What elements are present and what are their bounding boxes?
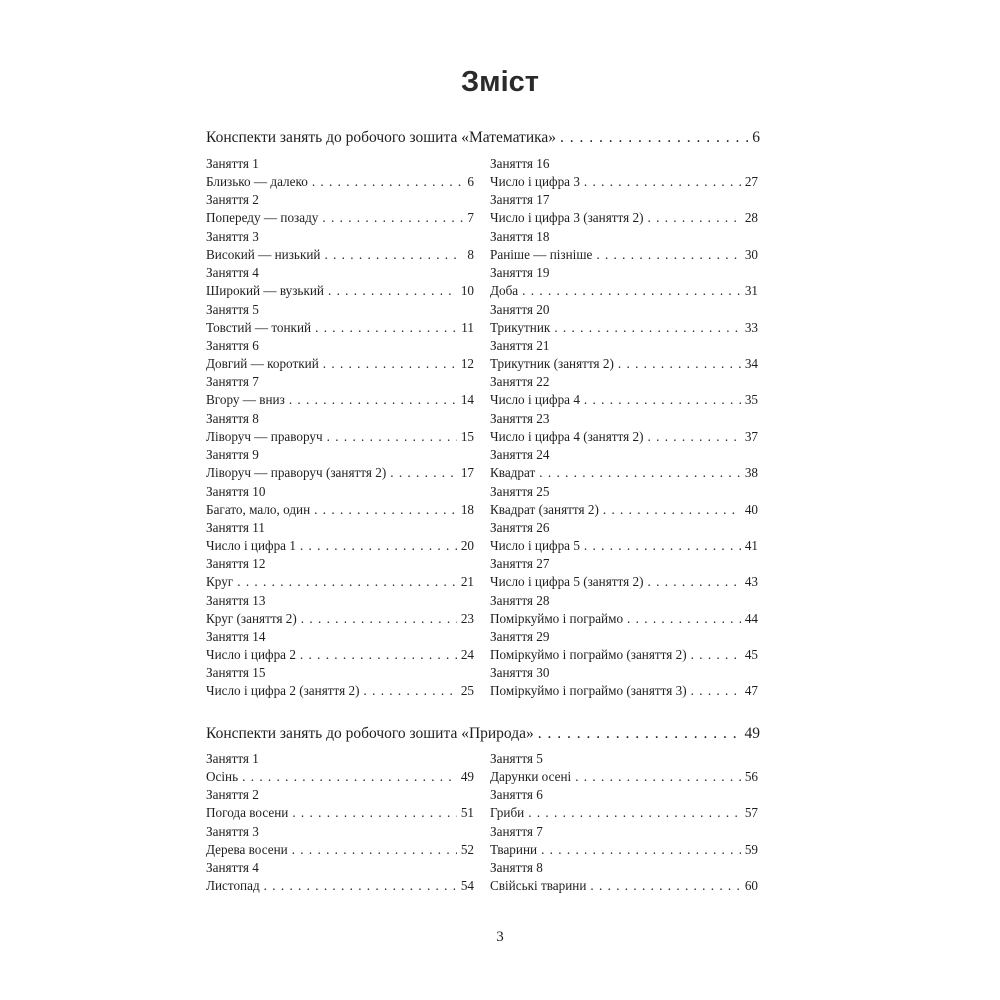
lesson-page: 59 <box>744 841 758 857</box>
toc-entry <box>490 228 758 264</box>
toc-line <box>206 173 474 191</box>
toc-entry <box>490 410 758 446</box>
lesson-page: 40 <box>744 501 758 517</box>
lesson-topic: Раніше — пізніше <box>490 246 593 262</box>
toc-entry <box>490 750 758 786</box>
lesson-page: 56 <box>744 769 758 784</box>
lesson-topic: Широкий — вузький <box>206 283 324 299</box>
toc-entry <box>490 446 758 482</box>
dot-leader <box>575 768 741 786</box>
dot-leader <box>584 537 741 555</box>
lesson-label: Заняття 9 <box>206 447 259 463</box>
lesson-page: 20 <box>460 537 474 553</box>
toc-column-math-left <box>206 155 474 701</box>
toc-line <box>490 877 758 895</box>
toc-column-nature-left <box>206 750 474 896</box>
toc-line <box>490 501 758 519</box>
toc-line <box>206 501 474 519</box>
dot-leader <box>328 282 457 300</box>
toc-line <box>206 682 474 700</box>
toc-entry <box>490 301 758 337</box>
dot-leader <box>541 841 741 859</box>
toc-entry <box>490 483 758 519</box>
lesson-label: Заняття 26 <box>490 519 550 535</box>
toc-entry <box>206 664 474 700</box>
toc-line <box>490 646 758 664</box>
lesson-page: 10 <box>460 283 474 299</box>
lesson-page: 23 <box>460 610 474 626</box>
toc-entry <box>206 750 474 786</box>
dot-leader <box>596 246 740 264</box>
toc-entry <box>490 859 758 895</box>
toc-line <box>206 319 474 337</box>
toc-line <box>490 682 758 700</box>
toc-entry <box>490 337 758 373</box>
lesson-label: Заняття 19 <box>490 265 550 281</box>
toc-entry <box>490 373 758 409</box>
lesson-label: Заняття 18 <box>490 228 550 244</box>
lesson-topic: Число і цифра 3 <box>490 174 580 189</box>
lesson-page: 7 <box>467 210 474 226</box>
lesson-topic: Число і цифра 1 <box>206 537 296 553</box>
dot-leader <box>314 501 457 519</box>
toc-entry <box>490 191 758 227</box>
toc-entry <box>206 628 474 664</box>
lesson-label: Заняття 8 <box>206 410 259 426</box>
toc-entry <box>206 264 474 300</box>
lesson-topic: Число і цифра 5 <box>490 537 580 553</box>
lesson-topic: Поміркуймо і пограймо (заняття 3) <box>490 683 687 699</box>
toc-entry <box>206 519 474 555</box>
lesson-topic: Трикутник <box>490 319 551 335</box>
section-page: 6 <box>752 129 760 146</box>
lesson-label: Заняття 4 <box>206 265 259 281</box>
toc-line <box>490 319 758 337</box>
toc-entry <box>206 410 474 446</box>
lesson-page: 14 <box>460 392 474 408</box>
toc-line <box>490 391 758 409</box>
toc-line <box>490 768 758 786</box>
section-page: 49 <box>744 725 760 742</box>
toc-line <box>490 246 758 264</box>
toc-entry <box>490 155 758 191</box>
toc-entry <box>490 628 758 664</box>
toc-line <box>206 646 474 664</box>
lesson-topic: Квадрат <box>490 465 536 481</box>
lesson-topic: Число і цифра 4 <box>490 392 580 408</box>
lesson-topic: Круг (заняття 2) <box>206 610 297 626</box>
toc-line <box>490 282 758 300</box>
lesson-topic: Дарунки осені <box>490 769 572 784</box>
dot-leader <box>292 804 457 822</box>
dot-leader <box>364 682 457 700</box>
lesson-label: Заняття 25 <box>490 483 550 499</box>
lesson-label: Заняття 20 <box>490 301 550 317</box>
lesson-page: 8 <box>467 246 474 262</box>
lesson-label: Заняття 6 <box>206 337 259 353</box>
dot-leader <box>315 319 457 337</box>
toc-line <box>490 428 758 446</box>
toc-line <box>206 355 474 373</box>
lesson-topic: Свійські тварини <box>490 878 587 894</box>
lesson-page: 35 <box>744 392 758 408</box>
lesson-page: 27 <box>744 174 758 189</box>
dot-leader <box>322 209 463 227</box>
lesson-label: Заняття 27 <box>490 556 550 572</box>
lesson-topic: Попереду — позаду <box>206 210 319 226</box>
toc-entry <box>206 823 474 859</box>
lesson-label: Заняття 6 <box>490 787 543 803</box>
lesson-label: Заняття 8 <box>490 860 543 876</box>
lesson-label: Заняття 12 <box>206 556 266 572</box>
lesson-page: 44 <box>744 610 758 626</box>
toc-line <box>490 209 758 227</box>
toc-entry <box>206 228 474 264</box>
lesson-topic: Доба <box>490 283 519 299</box>
dot-leader <box>691 682 741 700</box>
toc-line <box>490 573 758 591</box>
dot-leader <box>538 725 741 743</box>
lesson-page: 54 <box>460 878 474 894</box>
lesson-label: Заняття 16 <box>490 156 550 171</box>
dot-leader <box>327 428 457 446</box>
section-title: Конспекти занять до робочого зошита «Природа» <box>206 725 534 742</box>
dot-leader <box>300 537 457 555</box>
dot-leader <box>324 246 463 264</box>
lesson-label: Заняття 3 <box>206 228 259 244</box>
lesson-label: Заняття 10 <box>206 483 266 499</box>
toc-line <box>490 841 758 859</box>
lesson-page: 51 <box>460 805 474 821</box>
lesson-label: Заняття 1 <box>206 751 259 766</box>
lesson-label: Заняття 23 <box>490 410 550 426</box>
dot-leader <box>528 804 741 822</box>
dot-leader <box>584 173 741 191</box>
toc-line <box>206 391 474 409</box>
dot-leader <box>237 573 457 591</box>
dot-leader <box>292 841 457 859</box>
dot-leader <box>648 428 741 446</box>
toc-entry <box>490 519 758 555</box>
lesson-topic: Число і цифра 5 (заняття 2) <box>490 574 644 590</box>
lesson-label: Заняття 24 <box>490 447 550 463</box>
toc-line <box>490 537 758 555</box>
dot-leader <box>522 282 741 300</box>
lesson-topic: Ліворуч — праворуч (заняття 2) <box>206 465 387 481</box>
lesson-page: 21 <box>460 574 474 590</box>
toc-entry <box>206 301 474 337</box>
lesson-label: Заняття 7 <box>490 823 543 839</box>
lesson-page: 43 <box>744 574 758 590</box>
toc-entry <box>206 446 474 482</box>
lesson-topic: Ліворуч — праворуч <box>206 428 323 444</box>
dot-leader <box>554 319 741 337</box>
dot-leader <box>648 573 741 591</box>
lesson-page: 47 <box>744 683 758 699</box>
section-heading-math <box>206 129 760 147</box>
dot-leader <box>301 610 457 628</box>
lesson-topic: Погода восени <box>206 805 289 821</box>
toc-line <box>490 173 758 191</box>
lesson-page: 37 <box>744 428 758 444</box>
lesson-label: Заняття 4 <box>206 860 259 876</box>
lesson-label: Заняття 2 <box>206 192 259 208</box>
lesson-topic: Число і цифра 2 <box>206 647 296 663</box>
toc-entry <box>206 483 474 519</box>
lesson-topic: Дерева восени <box>206 841 288 857</box>
lesson-topic: Довгий — короткий <box>206 355 319 371</box>
lesson-topic: Круг <box>206 574 234 590</box>
dot-leader <box>590 877 740 895</box>
lesson-topic: Листопад <box>206 878 260 894</box>
lesson-page: 24 <box>460 647 474 663</box>
toc-entry <box>490 264 758 300</box>
lesson-topic: Число і цифра 2 (заняття 2) <box>206 683 360 699</box>
toc-entry <box>206 373 474 409</box>
dot-leader <box>242 768 457 786</box>
dot-leader <box>539 464 741 482</box>
toc-line <box>490 464 758 482</box>
lesson-topic: Осінь <box>206 769 239 784</box>
lesson-page: 57 <box>744 805 758 821</box>
lesson-label: Заняття 7 <box>206 374 259 390</box>
toc-line <box>206 464 474 482</box>
lesson-label: Заняття 21 <box>490 337 550 353</box>
lesson-page: 25 <box>460 683 474 699</box>
dot-leader <box>603 501 741 519</box>
dot-leader <box>627 610 741 628</box>
lesson-label: Заняття 1 <box>206 156 259 171</box>
lesson-label: Заняття 28 <box>490 592 550 608</box>
lesson-topic: Товстий — тонкий <box>206 319 312 335</box>
lesson-topic: Трикутник (заняття 2) <box>490 355 614 371</box>
lesson-label: Заняття 13 <box>206 592 266 608</box>
toc-entry <box>490 823 758 859</box>
dot-leader <box>264 877 457 895</box>
lesson-label: Заняття 17 <box>490 192 550 208</box>
lesson-page: 34 <box>744 355 758 371</box>
toc-line <box>490 610 758 628</box>
lesson-page: 45 <box>744 647 758 663</box>
toc-line <box>206 610 474 628</box>
lesson-topic: Квадрат (заняття 2) <box>490 501 599 517</box>
lesson-page: 41 <box>744 537 758 553</box>
toc-line <box>206 877 474 895</box>
section-title: Конспекти занять до робочого зошита «Математика» <box>206 129 557 146</box>
lesson-page: 12 <box>460 355 474 371</box>
lesson-topic: Число і цифра 3 (заняття 2) <box>490 210 644 226</box>
toc-column-math-right <box>490 155 758 701</box>
toc-entry <box>206 337 474 373</box>
lesson-topic: Близько — далеко <box>206 174 308 189</box>
lesson-page: 28 <box>744 210 758 226</box>
dot-leader <box>300 646 457 664</box>
toc-line <box>206 841 474 859</box>
lesson-label: Заняття 14 <box>206 629 266 645</box>
lesson-topic: Гриби <box>490 805 525 821</box>
toc-line <box>206 537 474 555</box>
toc-line <box>206 804 474 822</box>
dot-leader <box>584 391 741 409</box>
toc-entry <box>490 786 758 822</box>
lesson-page: 15 <box>460 428 474 444</box>
toc-line <box>490 804 758 822</box>
lesson-label: Заняття 11 <box>206 519 265 535</box>
lesson-page: 31 <box>744 283 758 299</box>
toc-line <box>206 768 474 786</box>
page-title: Зміст <box>460 66 539 98</box>
toc-entry <box>206 155 474 191</box>
lesson-label: Заняття 3 <box>206 823 259 839</box>
toc-entry <box>490 592 758 628</box>
dot-leader <box>390 464 457 482</box>
lesson-topic: Тварини <box>490 841 538 857</box>
toc-entry <box>206 555 474 591</box>
dot-leader <box>289 391 457 409</box>
lesson-label: Заняття 15 <box>206 665 266 681</box>
lesson-page: 30 <box>744 246 758 262</box>
lesson-topic: Вгору — вниз <box>206 392 285 408</box>
toc-entry <box>490 664 758 700</box>
lesson-label: Заняття 5 <box>206 301 259 317</box>
section-heading-nature <box>206 725 760 743</box>
lesson-topic: Високий — низький <box>206 246 321 262</box>
toc-entry <box>206 191 474 227</box>
toc-entry <box>206 592 474 628</box>
lesson-page: 52 <box>460 841 474 857</box>
toc-column-nature-right <box>490 750 758 896</box>
lesson-label: Заняття 29 <box>490 629 550 645</box>
toc-entry <box>206 786 474 822</box>
lesson-label: Заняття 22 <box>490 374 550 390</box>
lesson-page: 49 <box>460 769 474 784</box>
toc-entry <box>206 859 474 895</box>
dot-leader <box>323 355 457 373</box>
lesson-topic: Число і цифра 4 (заняття 2) <box>490 428 644 444</box>
lesson-page: 17 <box>460 465 474 481</box>
lesson-page: 38 <box>744 465 758 481</box>
toc-line <box>206 282 474 300</box>
dot-leader <box>691 646 741 664</box>
toc-entry <box>490 555 758 591</box>
toc-line <box>206 246 474 264</box>
lesson-topic: Поміркуймо і пограймо (заняття 2) <box>490 647 687 663</box>
toc-line <box>206 573 474 591</box>
lesson-topic: Поміркуймо і пограймо <box>490 610 624 626</box>
lesson-label: Заняття 30 <box>490 665 550 681</box>
lesson-topic: Багато, мало, один <box>206 501 311 517</box>
dot-leader <box>560 129 748 147</box>
lesson-page: 6 <box>467 174 474 189</box>
dot-leader <box>312 173 464 191</box>
toc-line <box>206 428 474 446</box>
page-number: 3 <box>496 929 504 945</box>
lesson-page: 11 <box>461 319 474 335</box>
lesson-label: Заняття 5 <box>490 751 543 766</box>
lesson-page: 33 <box>744 319 758 335</box>
dot-leader <box>648 209 741 227</box>
dot-leader <box>618 355 741 373</box>
lesson-page: 18 <box>460 501 474 517</box>
lesson-page: 60 <box>744 878 758 894</box>
lesson-label: Заняття 2 <box>206 787 259 803</box>
toc-line <box>206 209 474 227</box>
toc-line <box>490 355 758 373</box>
